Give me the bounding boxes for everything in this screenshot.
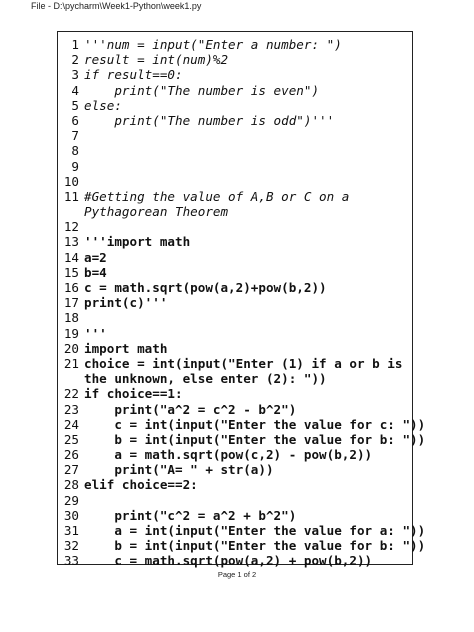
- line-text: a = math.sqrt(pow(c,2) - pow(b,2)): [84, 447, 373, 463]
- line-text: else:: [84, 97, 122, 113]
- line-text: c = math.sqrt(pow(a,2)+pow(b,2)): [84, 280, 327, 295]
- line-number: 26: [63, 447, 79, 463]
- line-number: 30: [63, 507, 79, 523]
- line-number: 15: [63, 264, 79, 280]
- line-text: print("The number is odd")''': [84, 112, 335, 128]
- line-number: 12: [63, 219, 79, 235]
- line-text: print("The number is even"): [84, 82, 320, 98]
- line-number: 25: [63, 431, 79, 447]
- line-number: 16: [63, 280, 79, 295]
- line-number: 3: [71, 67, 79, 83]
- file-path-header: File - D:\pycharm\Week1-Python\week1.py: [31, 1, 202, 11]
- line-text: print(c)''': [84, 295, 168, 311]
- line-number: 13: [63, 234, 79, 250]
- line-number: 7: [71, 128, 79, 144]
- line-number: 27: [63, 462, 79, 478]
- line-number: 32: [63, 538, 79, 554]
- line-number: 22: [63, 386, 79, 402]
- line-text: the unknown, else enter (2): ")): [84, 371, 327, 387]
- line-number: 10: [63, 173, 79, 189]
- line-number: 29: [63, 492, 79, 508]
- line-number: 14: [63, 249, 79, 265]
- line-text: print("c^2 = a^2 + b^2"): [84, 507, 297, 523]
- line-text: #Getting the value of A,B or C on a: [84, 188, 350, 204]
- line-text: b = int(input("Enter the value for b: ")): [84, 538, 426, 554]
- code-listing: [57, 31, 426, 569]
- page-number: Page 1 of 2: [217, 570, 257, 579]
- line-text: a = int(input("Enter the value for a: ")): [84, 523, 426, 538]
- line-number: 17: [63, 295, 79, 311]
- line-text: b=4: [84, 264, 107, 280]
- line-text: Pythagorean Theorem: [84, 204, 229, 220]
- line-text: elif choice==2:: [84, 477, 198, 493]
- line-number: 28: [63, 477, 79, 493]
- line-number: 8: [71, 143, 79, 159]
- line-number: 19: [63, 325, 79, 341]
- line-text: import math: [84, 340, 168, 356]
- line-number: 33: [63, 553, 79, 569]
- line-text: c = math.sqrt(pow(a,2) + pow(b,2)): [84, 553, 373, 569]
- line-text: c = int(input("Enter the value for c: ")): [84, 416, 426, 432]
- line-number: 9: [71, 158, 79, 174]
- line-number: 2: [71, 52, 79, 68]
- line-text: choice = int(input("Enter (1) if a or b is: [84, 355, 403, 371]
- line-text: print("A= " + str(a)): [84, 462, 274, 478]
- line-number: 20: [63, 340, 79, 356]
- line-number: 6: [71, 112, 79, 128]
- line-text: if result==0:: [84, 67, 183, 83]
- line-number: 5: [71, 97, 79, 113]
- line-number: 31: [63, 523, 79, 538]
- line-text: b = int(input("Enter the value for b: ")): [84, 431, 426, 447]
- line-text: '''num = input("Enter a number: "): [84, 37, 342, 52]
- line-text: a=2: [84, 249, 107, 265]
- line-text: print("a^2 = c^2 - b^2"): [84, 401, 297, 417]
- line-number: 4: [71, 82, 79, 98]
- line-number: 18: [63, 310, 79, 326]
- line-number: 21: [63, 355, 79, 371]
- line-number: 11: [63, 188, 79, 204]
- line-text: result = int(num)%2: [84, 52, 229, 68]
- line-text: '''import math: [84, 234, 191, 250]
- line-number: 24: [63, 416, 79, 432]
- line-number: 23: [63, 401, 79, 417]
- line-number: 1: [71, 37, 79, 52]
- line-text: ''': [84, 325, 107, 341]
- line-text: if choice==1:: [84, 386, 183, 402]
